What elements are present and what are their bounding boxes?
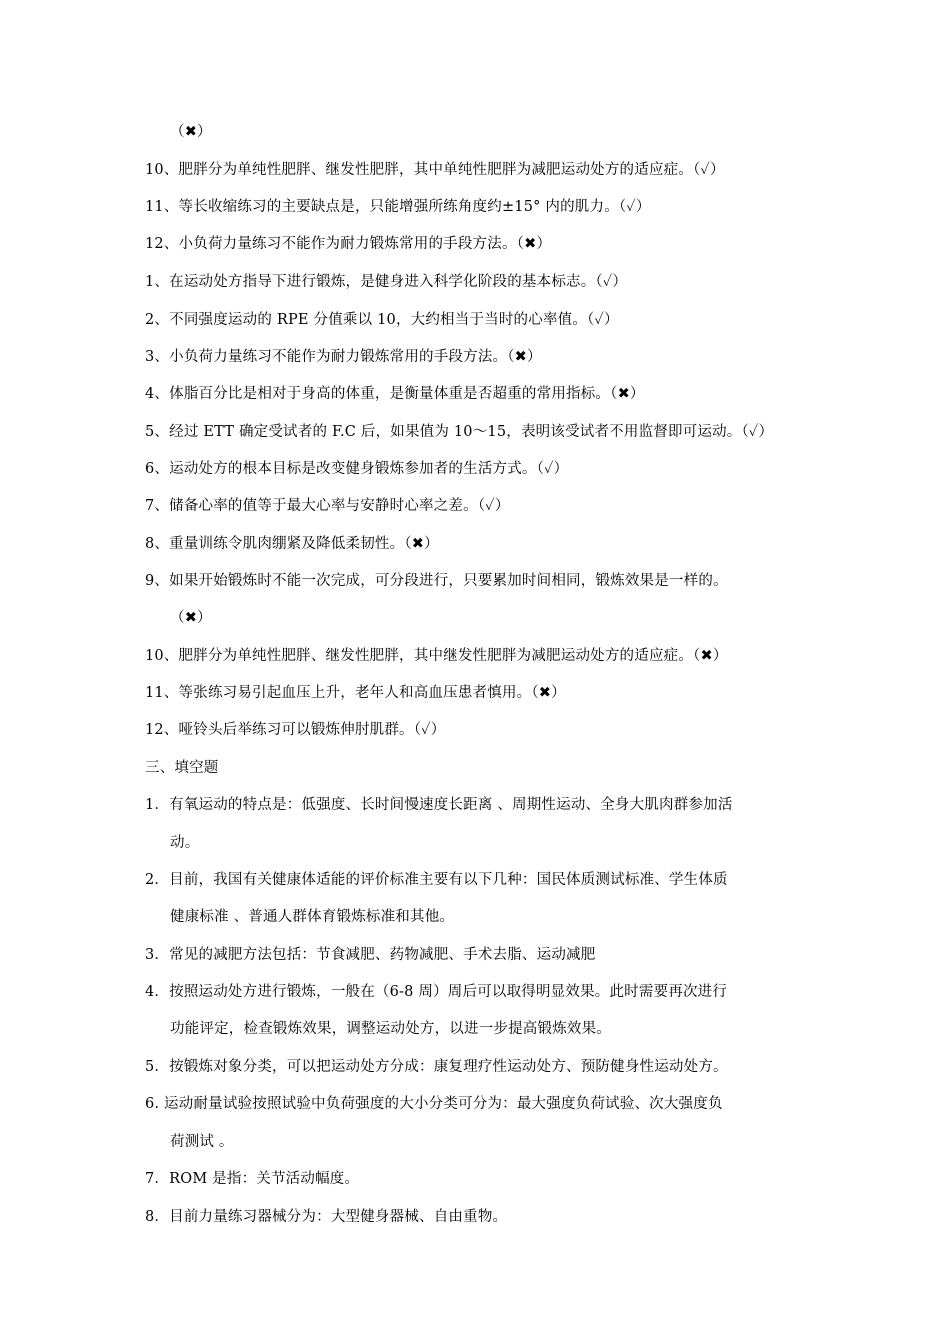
text-line: 6、运动处方的根本目标是改变健身锻炼参加者的生活方式。（✓） [145, 461, 569, 477]
text-line: 功能评定，检查锻炼效果，调整运动处方，以进一步提高锻炼效果。 [170, 1021, 611, 1037]
text-line: 11、等长收缩练习的主要缺点是，只能增强所练角度约±15° 内的肌力。（✓） [145, 199, 651, 215]
text-line: 2、不同强度运动的 RPE 分值乘以 10，大约相当于当时的心率值。（✓） [145, 312, 619, 328]
text-line: 9、如果开始锻炼时不能一次完成，可分段进行，只要累加时间相同，锻炼效果是一样的。 [145, 573, 728, 589]
text-line: 4、体脂百分比是相对于身高的体重，是衡量体重是否超重的常用指标。（✖） [145, 386, 645, 402]
text-line: 健康标准 、普通人群体育锻炼标准和其他。 [170, 909, 455, 925]
answer-mark: （✖） [170, 124, 212, 140]
text-line: 1．有氧运动的特点是：低强度、长时间慢速度长距离 、周期性运动、全身大肌肉群参加活 [145, 797, 733, 813]
answer-mark: （✖） [170, 610, 212, 626]
text-line: 2．目前，我国有关健康体适能的评价标准主要有以下几种：国民体质测试标准、学生体质 [145, 872, 728, 888]
text-line: 1、在运动处方指导下进行锻炼，是健身进入科学化阶段的基本标志。（✓） [145, 274, 628, 290]
text-line: 5．按锻炼对象分类，可以把运动处方分成：康复理疗性运动处方、预防健身性运动处方。 [145, 1059, 728, 1075]
text-line: 11、等张练习易引起血压上升，老年人和高血压患者慎用。（✖） [145, 685, 566, 701]
text-line: 6. 运动耐量试验按照试验中负荷强度的大小分类可分为：最大强度负荷试验、次大强度负 [145, 1096, 723, 1112]
section-heading: 三、填空题 [145, 760, 219, 776]
text-line: 动。 [170, 835, 200, 851]
text-line: 12、小负荷力量练习不能作为耐力锻炼常用的手段方法。（✖） [145, 236, 552, 252]
text-line: 8、重量训练令肌肉绷紧及降低柔韧性。（✖） [145, 536, 439, 552]
text-line: 12、哑铃头后举练习可以锻炼伸肘肌群。（✓） [145, 722, 446, 738]
text-line: 3、小负荷力量练习不能作为耐力锻炼常用的手段方法。（✖） [145, 349, 542, 365]
text-line: 5、经过 ETT 确定受试者的 F.C 后，如果值为 10～15，表明该受试者不用监督即可运动。（✓） [145, 424, 774, 440]
text-line: 3．常见的减肥方法包括：节食减肥、药物减肥、手术去脂、运动减肥 [145, 947, 596, 963]
text-line: 10、肥胖分为单纯性肥胖、继发性肥胖，其中单纯性肥胖为减肥运动处方的适应症。（✓） [145, 162, 725, 178]
text-line: 4．按照运动处方进行锻炼，一般在（6-8 周）周后可以取得明显效果。此时需要再次进行 [145, 984, 728, 1000]
text-line: 7．ROM 是指：关节活动幅度。 [145, 1171, 360, 1187]
text-line: 8．目前力量练习器械分为：大型健身器械、自由重物。 [145, 1209, 508, 1225]
text-line: 荷测试 。 [170, 1134, 234, 1150]
text-line: 10、肥胖分为单纯性肥胖、继发性肥胖，其中继发性肥胖为减肥运动处方的适应症。（✖） [145, 648, 728, 664]
text-line: 7、储备心率的值等于最大心率与安静时心率之差。（✓） [145, 498, 510, 514]
